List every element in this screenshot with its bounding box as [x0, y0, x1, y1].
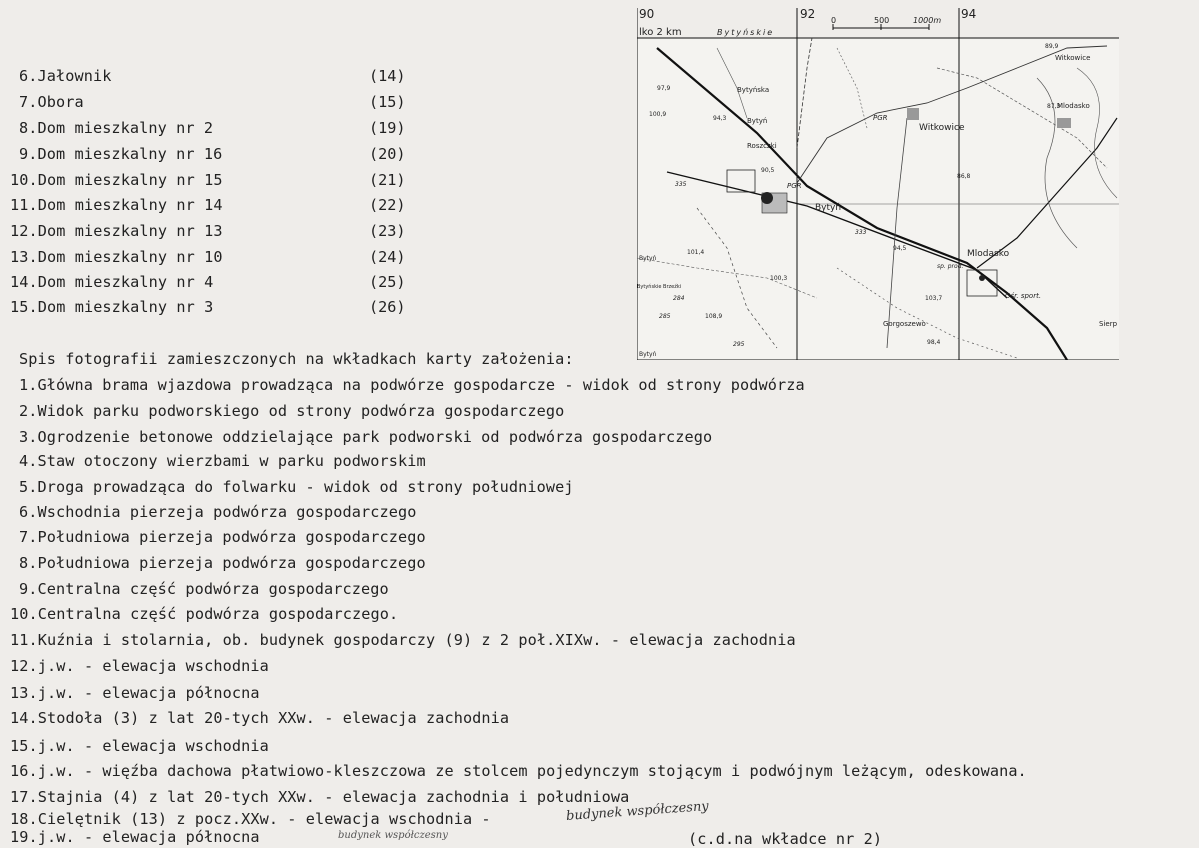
topographic-map: [637, 8, 1119, 360]
elevation-label: 97,9: [657, 85, 671, 92]
building-item: 12.Dom mieszkalny nr 13: [10, 222, 223, 240]
photo-item: 6.Wschodnia pierzeja podwórza gospodarczego: [19, 503, 417, 521]
photo-item: 4.Staw otoczony wierzbami w parku podworskim: [19, 452, 426, 470]
place-label: Roszczki: [747, 142, 777, 150]
elevation-label: 100,9: [649, 111, 667, 118]
place-label: Bytyń: [639, 255, 657, 262]
place-label: Bytyń: [639, 351, 657, 358]
photo-item: 2.Widok parku podworskiego od strony podwórza gospodarczego: [19, 402, 565, 420]
grid-label: 92: [800, 8, 816, 21]
handwritten-note: budynek współczesny: [565, 799, 710, 824]
continuation-note: (c.d.na wkładce nr 2): [688, 830, 883, 848]
building-item: 15.Dom mieszkalny nr 3: [10, 298, 214, 316]
place-label: Mlodasko: [1057, 102, 1090, 110]
building-ref: (22): [369, 196, 406, 214]
building-ref: (19): [369, 119, 406, 137]
elevation-label: 90,5: [761, 167, 775, 174]
elevation-label: 98,4: [927, 339, 941, 346]
photo-item: 12.j.w. - elewacja wschodnia: [10, 657, 269, 675]
photo-item: 5.Droga prowadząca do folwarku - widok od strony południowej: [19, 478, 574, 496]
grid-label: 90: [639, 8, 655, 21]
building-ref: (24): [369, 248, 406, 266]
elevation-label: 103,7: [925, 295, 943, 302]
place-label: Witkowice: [919, 123, 965, 133]
elevation-label: 89,9: [1045, 43, 1059, 50]
photo-item: 16.j.w. - więźba dachowa płatwiowo-kleszczowa ze stolcem pojedynczym stojącym i podwójnym leżącym, odeskowana.: [10, 762, 1027, 780]
building-item: 8.Dom mieszkalny nr 2: [19, 119, 214, 137]
elevation-label: 333: [855, 229, 867, 236]
photo-list-heading: Spis fotografii zamieszczonych na wkładkach karty założenia:: [19, 350, 574, 368]
map-svg: [637, 8, 1119, 360]
building-item: 14.Dom mieszkalny nr 4: [10, 273, 214, 291]
photo-item: 13.j.w. - elewacja północna: [10, 684, 260, 702]
building-item: 11.Dom mieszkalny nr 14: [10, 196, 223, 214]
place-label: Bytyńska: [737, 86, 770, 94]
building-ref: (26): [369, 298, 406, 316]
photo-item: 18.Cielętnik (13) z pocz.XXw. - elewacja wschodnia -: [10, 810, 491, 828]
scale-tick: 500: [874, 16, 890, 25]
place-label: Ośr. sport.: [1005, 292, 1042, 300]
photo-item: 14.Stodoła (3) z lat 20-tych XXw. - elewacja zachodnia: [10, 709, 510, 727]
place-label: Bytyń: [815, 203, 842, 213]
building-ref: (20): [369, 145, 406, 163]
photo-item: 11.Kuźnia i stolarnia, ob. budynek gospodarczy (9) z 2 poł.XIXw. - elewacja zachodnia: [10, 631, 796, 649]
photo-item: 15.j.w. - elewacja wschodnia: [10, 737, 269, 755]
photo-item: 7.Południowa pierzeja podwórza gospodarczego: [19, 528, 426, 546]
place-label: PGR: [873, 114, 888, 122]
elevation-label: 94,5: [893, 245, 907, 252]
photo-item: 1.Główna brama wjazdowa prowadząca na podwórze gospodarcze - widok od strony podwórza: [19, 376, 805, 394]
place-label: Bytyń: [747, 117, 768, 125]
scale-tick: 1000m: [913, 16, 942, 25]
building-item: 6.Jałownik: [19, 67, 112, 85]
photo-item: 17.Stajnia (4) z lat 20-tych XXw. - elewacja zachodnia i południowa: [10, 788, 630, 806]
grid-label: 94: [961, 8, 977, 21]
building-ref: (23): [369, 222, 406, 240]
elevation-label: 108,9: [705, 313, 723, 320]
photo-item: 19.j.w. - elewacja północna: [10, 828, 260, 846]
direction-note: Bytyńskie: [717, 28, 775, 37]
building-ref: (15): [369, 93, 406, 111]
building-ref: (25): [369, 273, 406, 291]
place-label: sp. prod.: [937, 263, 964, 270]
place-label: Bytyńskie Brzeźki: [637, 284, 682, 290]
handwritten-note: budynek współczesny: [338, 830, 448, 841]
place-label: Sierp: [1099, 320, 1118, 328]
elevation-label: 94,3: [713, 115, 727, 122]
elevation-label: 284: [673, 295, 685, 302]
photo-item: 3.Ogrodzenie betonowe oddzielające park podworski od podwórza gospodarczego: [19, 428, 713, 446]
building-item: 9.Dom mieszkalny nr 16: [19, 145, 223, 163]
elevation-label: 335: [675, 181, 687, 188]
elevation-label: 101,4: [687, 249, 705, 256]
photo-item: 9.Centralna część podwórza gospodarczego: [19, 580, 389, 598]
building-ref: (14): [369, 67, 406, 85]
elevation-label: 87,3: [1047, 103, 1061, 110]
elevation-label: 285: [659, 313, 671, 320]
elevation-label: 86,8: [957, 173, 971, 180]
building-item: 7.Obora: [19, 93, 84, 111]
place-label: Mlodasko: [967, 249, 1010, 259]
elevation-label: 295: [733, 341, 745, 348]
place-label: Witkowice: [1055, 54, 1091, 62]
place-label: PGR: [787, 182, 802, 190]
building-item: 10.Dom mieszkalny nr 15: [10, 171, 223, 189]
scale-tick: 0: [831, 16, 837, 25]
photo-item: 10.Centralna część podwórza gospodarczego.: [10, 605, 399, 623]
building-ref: (21): [369, 171, 406, 189]
place-label: Gorgoszewo: [883, 320, 926, 328]
distance-note: lko 2 km: [639, 27, 682, 38]
elevation-label: 100,3: [770, 275, 788, 282]
building-item: 13.Dom mieszkalny nr 10: [10, 248, 223, 266]
photo-item: 8.Południowa pierzeja podwórza gospodarczego: [19, 554, 426, 572]
